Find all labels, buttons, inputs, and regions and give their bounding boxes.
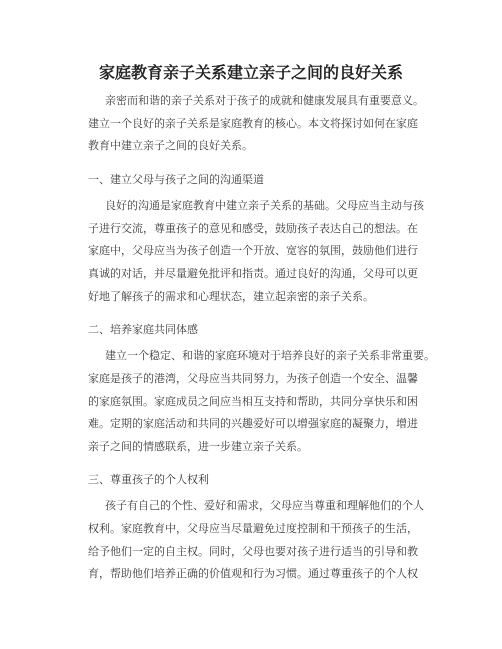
intro-line: 教育中建立亲子之间的良好关系。 <box>88 139 253 152</box>
paragraph-line: 权利。家庭教育中，父母应当尽量避免过度控制和干预孩子的生活， <box>88 522 418 535</box>
paragraph-line: 难。定期的家庭活动和共同的兴趣爱好可以增强家庭的凝聚力，增进 <box>88 417 418 430</box>
paragraph-line: 良好的沟通是家庭教育中建立亲子关系的基础。父母应当主动与孩 <box>105 199 424 212</box>
section-heading: 三、尊重孩子的个人权利 <box>88 473 209 486</box>
paragraph-line: 的家庭氛围。家庭成员之间应当相互支持和帮助，共同分享快乐和困 <box>88 395 418 408</box>
paragraph-line: 真诚的对话，并尽量避免批评和指责。通过良好的沟通，父母可以更 <box>88 267 418 280</box>
paragraph-line: 孩子有自己的个性、爱好和需求，父母应当尊重和理解他们的个人 <box>105 499 424 512</box>
intro-line: 亲密而和谐的亲子关系对于孩子的成就和健康发展具有重要意义。 <box>105 94 424 107</box>
section-heading: 一、建立父母与孩子之间的沟通渠道 <box>88 173 264 186</box>
intro-line: 建立一个良好的亲子关系是家庭教育的核心。本文将探讨如何在家庭 <box>88 117 418 130</box>
paragraph-line: 给予他们一定的自主权。同时，父母也要对孩子进行适当的引导和教 <box>88 545 418 558</box>
paragraph-line: 家庭中，父母应当为孩子创造一个开放、宽容的氛围，鼓励他们进行 <box>88 244 418 257</box>
document-title: 家庭教育亲子关系建立亲子之间的良好关系 <box>98 63 403 82</box>
paragraph-line: 亲子之间的情感联系，进一步建立亲子关系。 <box>88 440 308 453</box>
section-heading: 二、培养家庭共同体感 <box>88 323 198 336</box>
paragraph-line: 育，帮助他们培养正确的价值观和行为习惯。通过尊重孩子的个人权 <box>88 567 418 580</box>
paragraph-line: 家庭是孩子的港湾，父母应当共同努力，为孩子创造一个安全、温馨 <box>88 372 418 385</box>
paragraph-line: 建立一个稳定、和谐的家庭环境对于培养良好的亲子关系非常重要。 <box>105 349 435 362</box>
paragraph-line: 子进行交流，尊重孩子的意见和感受，鼓励孩子表达自己的想法。在 <box>88 222 418 235</box>
paragraph-line: 好地了解孩子的需求和心理状态，建立起亲密的亲子关系。 <box>88 290 374 303</box>
